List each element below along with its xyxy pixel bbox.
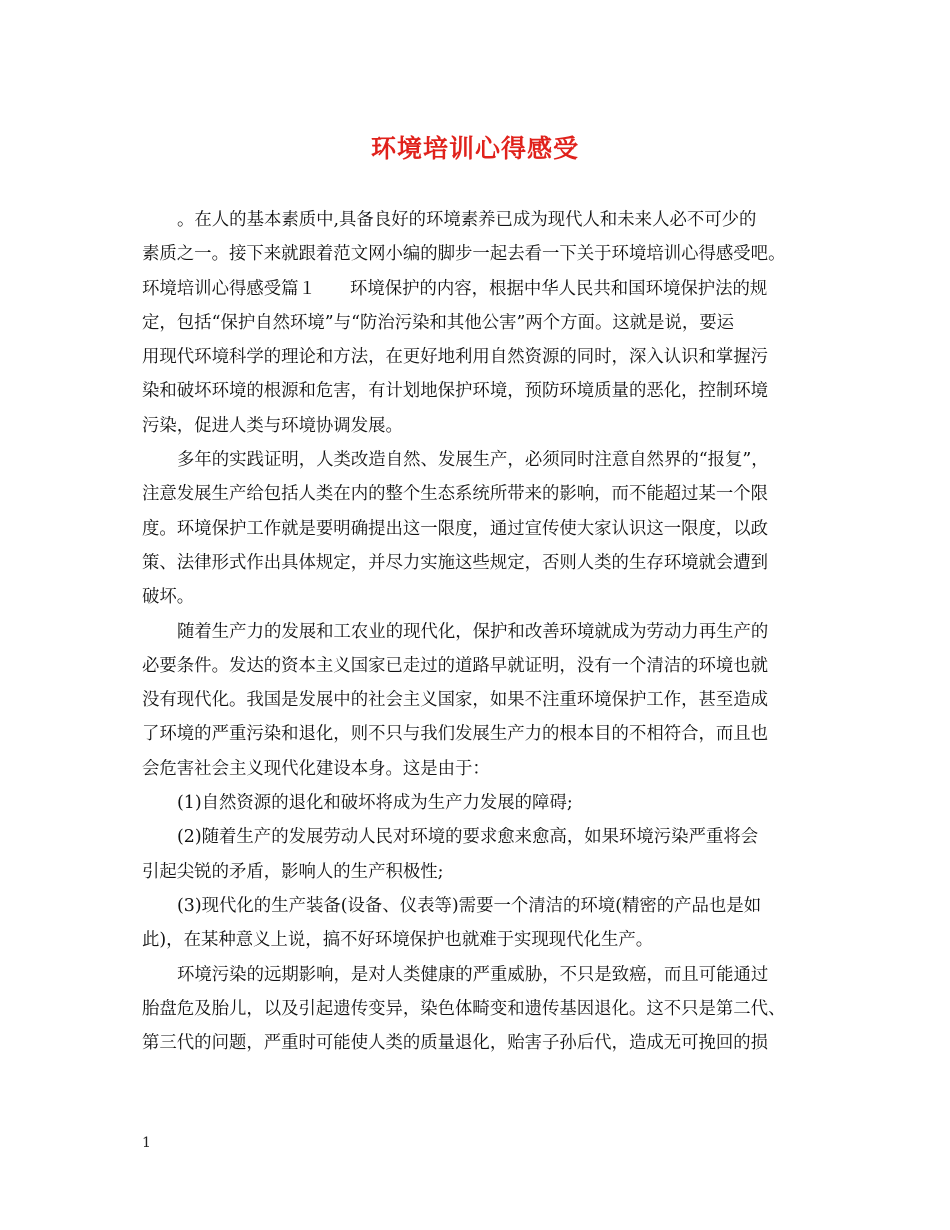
document-body (142, 203, 818, 1060)
text-line: 策、法律形式作出具体规定，并尽力实施这些规定，否则人类的生存环境就会遭到 (142, 552, 769, 573)
text-line: 引起尖锐的矛盾，影响人的生产积极性; (142, 861, 444, 882)
text-line: (1)自然资源的退化和破坏将成为生产力发展的障碍; (177, 793, 573, 814)
text-line: (2)随着生产的发展劳动人民对环境的要求愈来愈高，如果环境污染严重将会 (177, 827, 759, 848)
page-number: 1 (142, 1135, 151, 1151)
text-line: 污染，促进人类与环境协调发展。 (142, 415, 403, 436)
text-line: 环境污染的远期影响，是对人类健康的严重威胁，不只是致癌，而且可能通过 (177, 964, 769, 985)
text-line: 随着生产力的发展和工农业的现代化，保护和改善环境就成为劳动力再生产的 (177, 621, 769, 642)
text-line: 。在人的基本素质中,具备良好的环境素养已成为现代人和未来人必不可少的 (177, 210, 757, 230)
text-line: 素质之一。接下来就跟着范文网小编的脚步一起去看一下关于环境培训心得感受吧。 (142, 244, 786, 265)
text-line: 会危害社会主义现代化建设本身。这是由于： (142, 758, 490, 779)
text-line: 破坏。 (142, 587, 195, 608)
text-line: 第三代的问题，严重时可能使人类的质量退化，贻害子孙后代，造成无可挽回的损 (142, 1033, 769, 1054)
text-line: 必要条件。发达的资本主义国家已走过的道路早就证明，没有一个清洁的环境也就 (142, 655, 769, 676)
text-line: 染和破坏环境的根源和危害，有计划地保护环境，预防环境质量的恶化，控制环境 (142, 381, 769, 402)
text-line: 胎盘危及胎儿，以及引起遗传变异，染色体畸变和遗传基因退化。这不只是第二代、 (142, 998, 786, 1019)
document-title: 环境培训心得感受 (370, 134, 579, 163)
text-line: 没有现代化。我国是发展中的社会主义国家，如果不注重环境保护工作，甚至造成 (142, 690, 769, 711)
text-line: 此)，在某种意义上说，搞不好环境保护也就难于实现现代化生产。 (142, 930, 654, 951)
text-line: 度。环境保护工作就是要明确提出这一限度，通过宣传使大家认识这一限度，以政 (142, 518, 769, 539)
text-line: 用现代环境科学的理论和方法，在更好地利用自然资源的同时，深入认识和掌握污 (142, 347, 769, 368)
text-line: (3)现代化的生产装备(设备、仪表等)需要一个清洁的环境(精密的产品也是如 (177, 895, 762, 916)
text-line (142, 272, 818, 306)
text-line: 了环境的严重污染和退化，则不只与我们发展生产力的根本目的不相符合，而且也 (142, 724, 769, 745)
text-line: 注意发展生产给包括人类在内的整个生态系统所带来的影响，而不能超过某一个限 (142, 484, 769, 505)
section-heading: 环境培训心得感受篇１ (142, 278, 316, 299)
text-line: 定，包括“保护自然环境”与“防治污染和其他公害”两个方面。这就是说，要运 (142, 312, 735, 333)
text-line: 多年的实践证明，人类改造自然、发展生产，必须同时注意自然界的“报复”， (177, 450, 769, 471)
section-text: 环境保护的内容，根据中华人民共和国环境保护法的规 (349, 278, 768, 299)
